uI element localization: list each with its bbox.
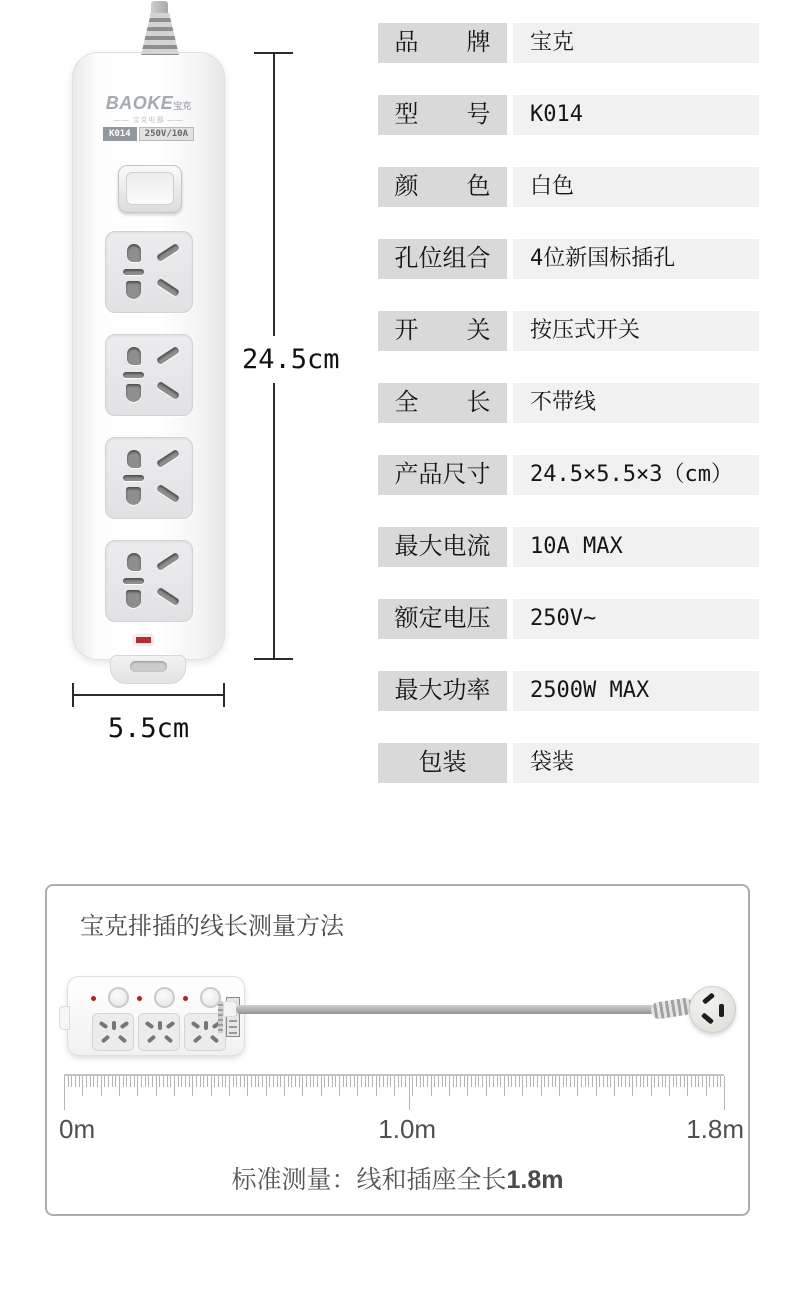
power-indicator-led — [134, 635, 153, 645]
socket-outlet — [105, 540, 193, 622]
cord-length-measure-box — [45, 884, 750, 1216]
mini-led — [183, 996, 188, 1001]
plug-pin — [719, 1004, 724, 1017]
plug-strain-relief — [650, 997, 694, 1020]
mini-switch-button — [108, 987, 129, 1008]
power-switch-button — [126, 172, 174, 205]
mini-switch-button — [154, 987, 175, 1008]
width-dimension-label: 5.5cm — [107, 713, 190, 744]
measure-box-title: 宝克排插的线长测量方法 — [80, 913, 344, 940]
measure-caption — [47, 1160, 748, 1196]
spec-table-row — [378, 239, 759, 279]
horizontal-power-strip-image — [67, 976, 245, 1056]
power-switch — [118, 165, 182, 213]
height-dimension-label: 24.5cm — [240, 336, 342, 383]
spec-value: 按压式开关 — [513, 311, 759, 351]
mini-socket-module — [136, 983, 182, 1053]
spec-value: 24.5×5.5×3（cm） — [513, 455, 759, 495]
height-dimension-line — [242, 52, 340, 660]
plug-pin — [702, 992, 715, 1004]
spec-table-row — [378, 95, 759, 135]
spec-value: 4位新国标插孔 — [513, 239, 759, 279]
spec-value: 250V~ — [513, 599, 759, 639]
spec-label: 开 关 — [378, 311, 507, 351]
hanging-hole — [130, 661, 167, 672]
spec-table-row — [378, 599, 759, 639]
width-dimension-rule — [74, 694, 223, 696]
mini-socket — [138, 1013, 180, 1051]
hanging-tab — [110, 655, 186, 684]
brand-subtitle: —— 宝克电器 —— — [113, 117, 184, 124]
ruler-label-1m: 1.0m — [378, 1114, 437, 1144]
power-cord — [236, 1005, 656, 1014]
strip-side-tab — [59, 1006, 70, 1030]
spec-table-row — [378, 527, 759, 567]
power-strip-body — [72, 52, 225, 660]
spec-label: 全 长 — [378, 383, 507, 423]
spec-label: 颜 色 — [378, 167, 507, 207]
spec-table-row — [378, 311, 759, 351]
socket-outlet — [105, 231, 193, 313]
mini-socket — [92, 1013, 134, 1051]
ruler-label-1-8m: 1.8m — [686, 1114, 744, 1144]
spec-value: 白色 — [513, 167, 759, 207]
ruler-label-0m: 0m — [59, 1114, 96, 1144]
spec-label: 孔位组合 — [378, 239, 507, 279]
mini-led — [91, 996, 96, 1001]
spec-value: K014 — [513, 95, 759, 135]
width-dimension-line — [72, 683, 225, 744]
cord-strain-relief — [141, 13, 179, 55]
power-plug — [689, 986, 736, 1033]
spec-label: 最大电流 — [378, 527, 507, 567]
mini-socket-module — [90, 983, 136, 1053]
spec-label: 型 号 — [378, 95, 507, 135]
brand-logo-cn: 宝克 — [173, 101, 192, 111]
model-badge-code: K014 — [103, 127, 137, 141]
spec-label: 品 牌 — [378, 23, 507, 63]
measure-caption-text: 标准测量：线和插座全长 — [231, 1166, 507, 1194]
mini-led — [137, 996, 142, 1001]
brand-logo: BAOKE宝克 — [105, 93, 192, 113]
spec-table-row — [378, 743, 759, 783]
socket-outlet — [105, 334, 193, 416]
spec-value: 2500W MAX — [513, 671, 759, 711]
spec-table-row — [378, 383, 759, 423]
spec-value: 10A MAX — [513, 527, 759, 567]
vertical-power-strip-image — [72, 52, 225, 684]
spec-table-row — [378, 455, 759, 495]
spec-table-row — [378, 671, 759, 711]
measure-caption-value: 1.8m — [506, 1166, 564, 1194]
ruler — [59, 1074, 744, 1144]
socket-outlet — [105, 437, 193, 519]
spec-label: 额定电压 — [378, 599, 507, 639]
spec-label: 最大功率 — [378, 671, 507, 711]
spec-value: 宝克 — [513, 23, 759, 63]
model-badge-rating: 250V/10A — [139, 127, 194, 141]
spec-table-row — [378, 167, 759, 207]
spec-table — [378, 23, 759, 815]
spec-label: 包装 — [378, 743, 507, 783]
model-badge — [73, 127, 224, 141]
cord-exit-nub — [223, 1001, 237, 1017]
spec-value: 袋装 — [513, 743, 759, 783]
spec-label: 产品尺寸 — [378, 455, 507, 495]
spec-table-row — [378, 23, 759, 63]
spec-value: 不带线 — [513, 383, 759, 423]
plug-pin — [701, 1012, 714, 1024]
